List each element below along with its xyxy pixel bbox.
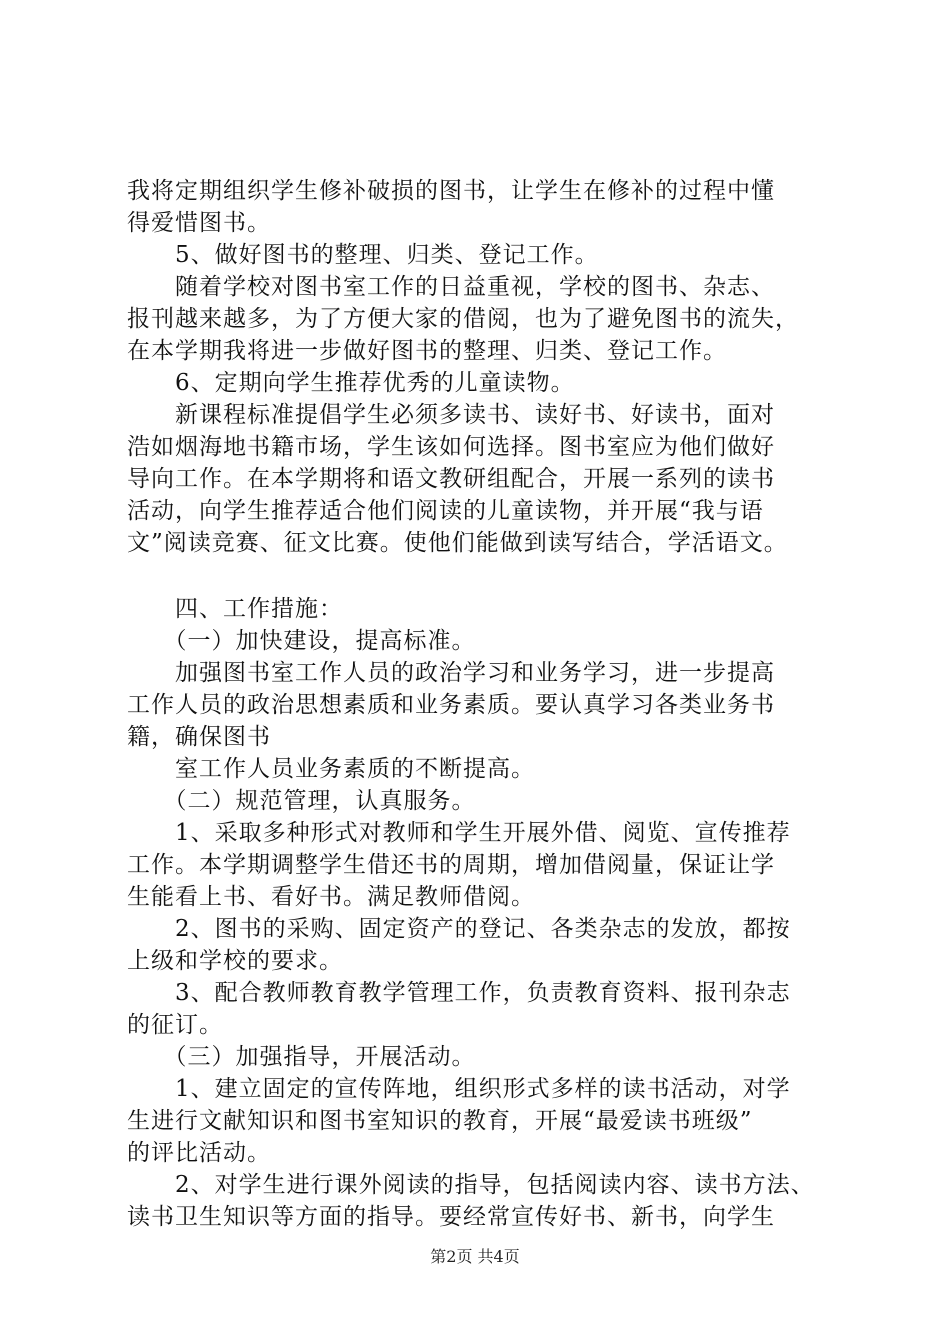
text-line: 加强图书室工作人员的政治学习和业务学习，进一步提高 <box>127 660 775 686</box>
text-line: 工作。本学期调整学生借还书的周期，增加借阅量，保证让学 <box>127 852 775 878</box>
text-line: 1、建立固定的宣传阵地，组织形式多样的读书活动，对学 <box>127 1076 791 1102</box>
text-line: 1、采取多种形式对教师和学生开展外借、阅览、宣传推荐 <box>127 820 791 846</box>
text-line: 报刊越来越多，为了方便大家的借阅，也为了避免图书的流失， <box>127 306 799 332</box>
text-line: 的评比活动。 <box>127 1140 271 1166</box>
blank-line <box>127 559 847 593</box>
text-line: 随着学校对图书室工作的日益重视，学校的图书、杂志、 <box>127 274 775 300</box>
text-line: 生进行文献知识和图书室知识的教育，开展“最爱读书班级” <box>127 1108 753 1134</box>
text-line: 2、对学生进行课外阅读的指导，包括阅读内容、读书方法、 <box>127 1172 815 1198</box>
text-line: 籍，确保图书 <box>127 724 271 750</box>
text-line: 上级和学校的要求。 <box>127 948 343 974</box>
text-line: 工作人员的政治思想素质和业务素质。要认真学习各类业务书 <box>127 692 775 718</box>
text-line: 活动，向学生推荐适合他们阅读的儿童读物，并开展“我与语 <box>127 498 764 524</box>
text-line: 生能看上书、看好书。满足教师借阅。 <box>127 884 535 910</box>
text-line: 读书卫生知识等方面的指导。要经常宣传好书、新书，向学生 <box>127 1204 775 1230</box>
text-line: 我将定期组织学生修补破损的图书，让学生在修补的过程中懂 <box>127 178 775 204</box>
subsection-heading: （一）加快建设，提高标准。 <box>127 628 476 654</box>
text-line: 6、定期向学生推荐优秀的儿童读物。 <box>127 370 575 396</box>
section-heading: 四、工作措施： <box>127 596 343 622</box>
text-line: 文”阅读竞赛、征文比赛。使他们能做到读写结合，学活语文。 <box>127 530 788 556</box>
subsection-heading: （二）规范管理，认真服务。 <box>127 788 476 814</box>
page-number-label: 第2页 共4页 <box>430 1247 520 1266</box>
subsection-heading: （三）加强指导，开展活动。 <box>127 1044 476 1070</box>
page-footer <box>0 1244 950 1267</box>
text-line: 导向工作。在本学期将和语文教研组配合，开展一系列的读书 <box>127 466 775 492</box>
text-line: 的征订。 <box>127 1012 223 1038</box>
text-line: 新课程标准提倡学生必须多读书、读好书、好读书，面对 <box>127 402 775 428</box>
text-line: 浩如烟海地书籍市场，学生该如何选择。图书室应为他们做好 <box>127 434 775 460</box>
document-body <box>127 175 847 1233</box>
text-line: 室工作人员业务素质的不断提高。 <box>127 756 535 782</box>
text-line: 5、做好图书的整理、归类、登记工作。 <box>127 242 599 268</box>
text-line: 3、配合教师教育教学管理工作，负责教育资料、报刊杂志 <box>127 980 791 1006</box>
text-line: 2、图书的采购、固定资产的登记、各类杂志的发放，都按 <box>127 916 791 942</box>
text-line: 得爱惜图书。 <box>127 210 271 236</box>
text-line: 在本学期我将进一步做好图书的整理、归类、登记工作。 <box>127 338 727 364</box>
